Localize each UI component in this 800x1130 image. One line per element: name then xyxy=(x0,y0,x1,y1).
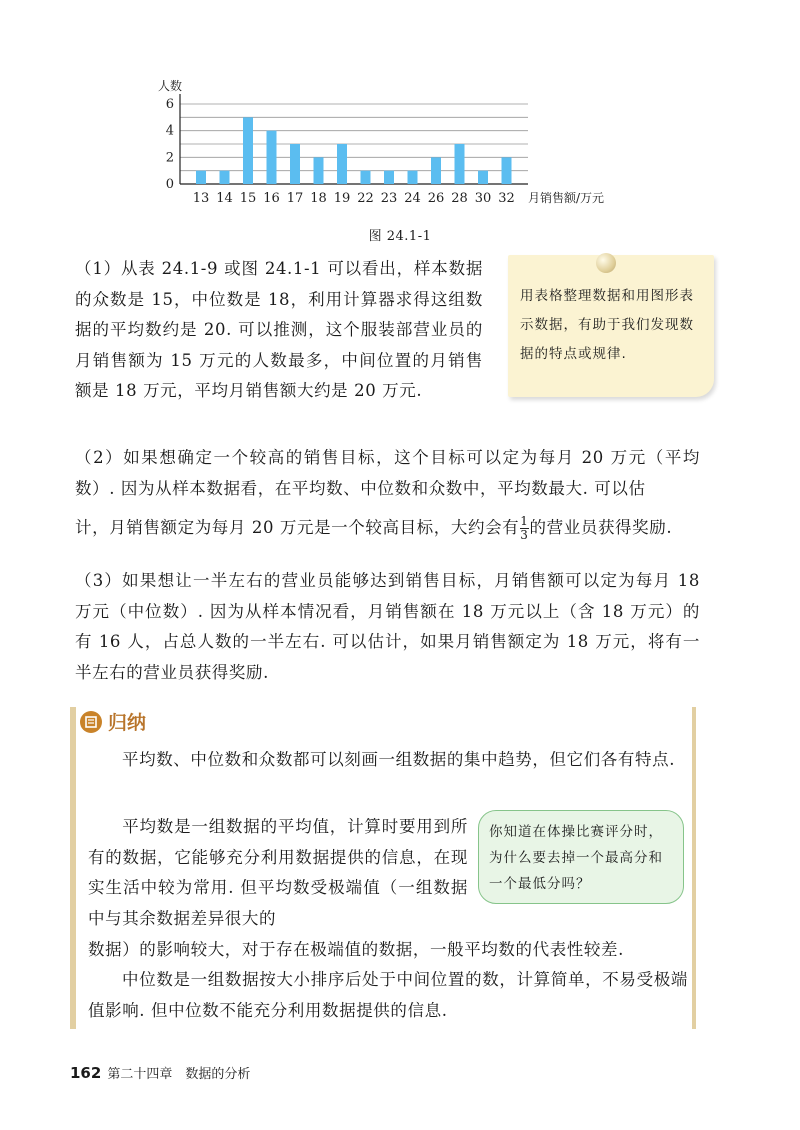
figure-caption: 图 24.1-1 xyxy=(368,229,432,244)
summary-paragraph-2 xyxy=(88,812,468,934)
bar xyxy=(337,144,347,184)
paragraph-2: （2）如果想确定一个较高的销售目标，这个目标可以定为每月 20 万元（平均数）. 因为从样本数据看，在平均数、中位数和众数中，平均数最大. 可以估 xyxy=(75,448,700,498)
paragraph-2-text-before-fraction: 计，月销售额定为每月 20 万元是一个较高目标，大约会有 xyxy=(75,518,520,537)
x-tick-label: 24 xyxy=(404,191,421,206)
fraction-one-third xyxy=(520,515,528,542)
paragraph-3: （3）如果想让一半左右的营业员能够达到销售目标，月销售额可以定为每月 18 万元（中位数）. 因为从样本情况看，月销售额在 18 万元以上（含 18 万元）的有 16 人，占总人数的一半左右. 可以估计，如果月销售额定为 18 万元，将有一半左右的营业员获得奖励. xyxy=(75,571,700,682)
x-tick-label: 14 xyxy=(216,191,233,206)
chapter-title: 第二十四章 数据的分析 xyxy=(107,1067,251,1082)
page-number: 162 xyxy=(70,1064,102,1082)
bar xyxy=(502,157,512,184)
summary-title: 归纳 xyxy=(108,712,147,734)
y-tick-label: 4 xyxy=(165,123,174,139)
paragraph-1: （1）从表 24.1-9 或图 24.1-1 可以看出，样本数据的众数是 15，中位数是 18，利用计算器求得这组数据的平均数约是 20. 可以推测，这个服装部营业员的月销售额为 15 万元的人数最多，中间位置的月销售额是 18 万元，平均月销售额大约是 20 万元. xyxy=(75,259,483,400)
summary-icon xyxy=(80,711,102,733)
bar-chart xyxy=(150,78,630,208)
summary-paragraph-1-text: 平均数、中位数和众数都可以刻画一组数据的集中趋势，但它们各有特点. xyxy=(122,750,676,769)
x-tick-label: 23 xyxy=(380,191,398,206)
bar xyxy=(267,131,277,184)
paragraph-2-text-after-fraction: 的营业员获得奖励. xyxy=(529,518,673,537)
page-footer xyxy=(70,1063,250,1082)
sticky-note xyxy=(508,255,714,397)
y-tick-label: 2 xyxy=(165,150,174,166)
bar xyxy=(478,171,488,184)
x-tick-label: 30 xyxy=(474,191,492,206)
question-bubble xyxy=(478,810,684,904)
x-tick-label: 28 xyxy=(451,191,468,206)
bubble-text: 你知道在体操比赛评分时，为什么要去掉一个最高分和一个最低分吗？ xyxy=(489,824,663,892)
x-tick-label: 18 xyxy=(310,191,327,206)
y-tick-label: 6 xyxy=(165,97,174,112)
bar xyxy=(431,157,441,184)
x-tick-label: 13 xyxy=(192,191,210,206)
note-text: 用表格整理数据和用图形表示数据，有助于我们发现数据的特点或规律. xyxy=(520,288,694,362)
x-tick-label: 17 xyxy=(286,191,304,206)
bar xyxy=(384,171,394,184)
bar xyxy=(196,171,206,184)
bar xyxy=(314,157,324,184)
summary-right-border xyxy=(692,707,696,1029)
x-tick-label: 19 xyxy=(333,191,351,206)
bar xyxy=(220,171,230,184)
x-tick-label: 16 xyxy=(263,191,280,206)
x-tick-label: 15 xyxy=(239,191,257,206)
summary-paragraph-3: 数据）的影响较大，对于存在极端值的数据，一般平均数的代表性较差. xyxy=(88,940,624,959)
x-tick-label: 22 xyxy=(357,191,374,206)
fraction-denominator: 3 xyxy=(520,528,529,542)
summary-paragraph-2-text: 平均数是一组数据的平均值，计算时要用到所有的数据，它能够充分利用数据提供的信息，在现实生活中较为常用. 但平均数受极端值（一组数据中与其余数据差异很大的 xyxy=(88,817,468,928)
summary-paragraph-1 xyxy=(88,745,688,776)
pushpin-icon xyxy=(596,253,616,273)
fraction-numerator: 1 xyxy=(520,514,529,528)
y-tick-label: 0 xyxy=(165,177,174,192)
summary-paragraph-4-text: 中位数是一组数据按大小排序后处于中间位置的数，计算简单，不易受极端值影响. 但中位数不能充分利用数据提供的信息. xyxy=(88,970,688,1020)
y-axis-label: 人数 xyxy=(157,79,183,93)
paragraph-2-continued xyxy=(75,513,700,544)
x-axis-label: 月销售额/万元 xyxy=(528,191,605,205)
bar-chart-svg xyxy=(150,78,630,208)
bar xyxy=(361,171,371,184)
bar xyxy=(243,117,253,184)
summary-paragraph-4 xyxy=(88,965,688,1026)
bar xyxy=(290,144,300,184)
bar xyxy=(455,144,465,184)
x-tick-label: 32 xyxy=(498,191,515,206)
summary-left-border xyxy=(70,707,76,1029)
x-tick-label: 26 xyxy=(427,191,445,206)
bar xyxy=(408,171,418,184)
